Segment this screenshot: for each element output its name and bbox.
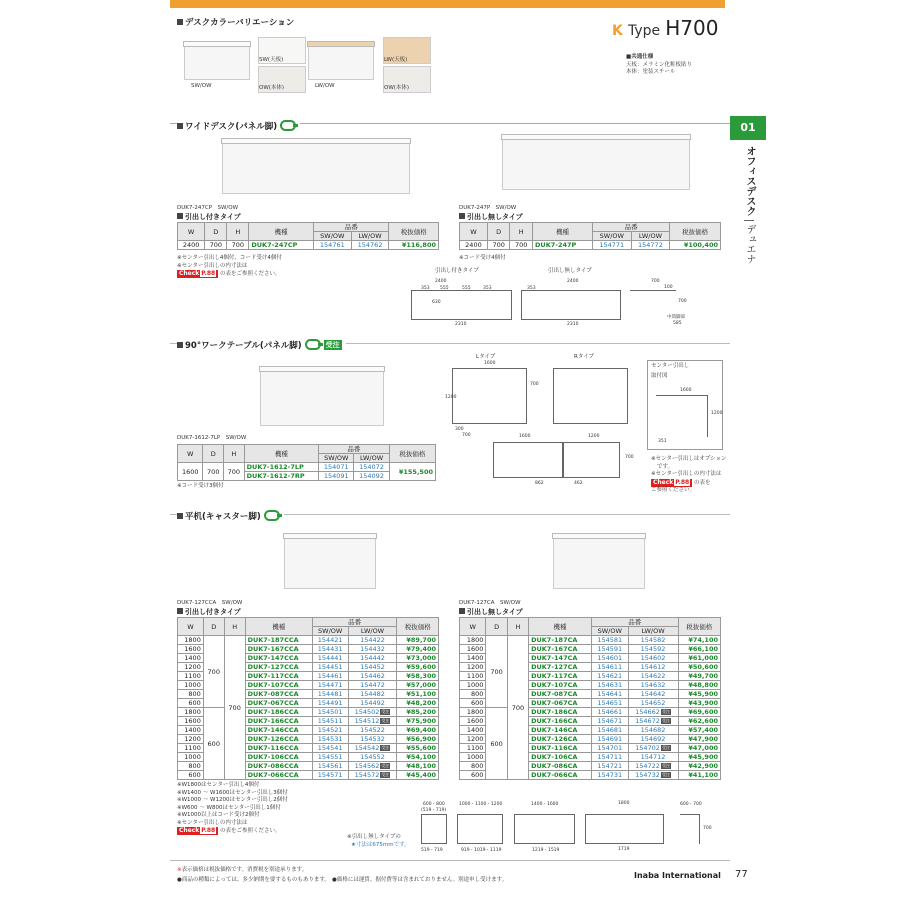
table-row: 1600 DUK7-167CA 154591 154592 ¥66,100 <box>460 645 721 654</box>
sidebar-series: デュエナ <box>744 224 755 264</box>
flat-desk-image-drawer <box>284 537 376 589</box>
wide-right-caption: DUK7-247P SW/OW <box>459 205 517 211</box>
l-front-view <box>493 442 563 478</box>
dim-label: 700 <box>462 433 471 438</box>
table-row: 800 DUK7-086CA 154721 154722 受注 ¥42,900 <box>460 762 721 771</box>
table-row: 2400 700 700 DUK7-247CP 154761 154762 ¥116,800 <box>178 241 439 250</box>
dim-label: 600・700 <box>680 802 702 807</box>
table-row: 600 DUK7-067CA 154651 154652 ¥43,900 <box>460 699 721 708</box>
r-front-view <box>563 442 620 478</box>
table-row: 1600 700 700 DUK7-1612-7LP 154071 154072 ¥155,500 <box>178 463 436 472</box>
type-heading: K Type H700 <box>612 16 719 40</box>
dim-label: 462 <box>574 481 583 486</box>
table-row: 1400 DUK7-147CCA 154441 154442 ¥73,000 <box>178 654 439 663</box>
wide-left-caption: DUK7-247CP SW/OW <box>177 205 239 211</box>
table-row: 2400 700 700 DUK7-247P 154771 154772 ¥100,400 <box>460 241 721 250</box>
dim-label: 555 <box>440 286 449 291</box>
dim-label: 700 <box>703 826 712 831</box>
table-row: 600 DUK7-066CCA 154571 154572 受注 ¥45,400 <box>178 771 439 780</box>
green-mark-icon <box>280 120 296 131</box>
flat-front-600 <box>421 814 447 844</box>
dim-label: 中間脚部 <box>667 315 685 320</box>
table-row: 1100 DUK7-116CCA 154541 154542 受注 ¥55,600 <box>178 744 439 753</box>
flat-left-table: W D H 機種 品番 税抜価格 SW/OW LW/OW 1800 700 700 DUK7-187CCA 154421 154422 ¥89,700 1600 DUK7-167CCA 154431 154432 ¥79,400 1400 DUK7-147CCA 154441 154442 ¥73,000 1200 DUK7-127CCA 154451 154452 ¥59,600 1100 DUK7-117CCA 154461 154462 ¥58,300 1000 DUK7-107CCA 154471 154472 ¥57,000 800 DUK7-087CCA 154481 154482 ¥51,100 600 DUK7-067CCA 154491 154492 ¥48,200 1800 600 DUK7-186CCA 154501 154502 受注 ¥85,200 1600 DUK7-166CCA 154511 154512 受注 ¥75,900 1400 DUK7-146CCA 154521 154522 ¥69,400 1200 DUK7-126CCA 154531 154532 ¥56,900 1100 DUK7-116CCA 154541 154542 受注 ¥55,600 1000 DUK7-106CCA 154551 154552 ¥54,100 800 DUK7-086CCA 154561 154562 受注 ¥48,100 600 DUK7-066CCA 154571 154572 受注 ¥45,400 <box>177 617 439 780</box>
desk-image-sw <box>184 46 250 80</box>
flat-desk-title: 平机(キャスター脚) <box>177 510 284 522</box>
dim-label: 600・800 <box>423 802 445 807</box>
flat-front-1400 <box>514 814 575 844</box>
table-row: 1000 DUK7-106CCA 154551 154552 ¥54,100 <box>178 753 439 762</box>
order-badge: 受注 <box>661 745 670 750</box>
dim-label: 1200 <box>588 434 600 439</box>
diagram-outline <box>656 395 708 437</box>
swatch-label-ow-body-2: OW(本体) <box>384 85 410 91</box>
dim-label: 700 <box>625 455 634 460</box>
dim-label: 353 <box>421 286 430 291</box>
drawing-label-plain: 引出し無しタイプ <box>548 268 592 274</box>
wide-right-table: W D H 機種 品番 税抜価格 SW/OW LW/OW 2400 700 700 DUK7-247P 154771 154772 ¥100,400 <box>459 222 721 250</box>
wide-desk-title: ワイドデスク(パネル脚) <box>177 120 300 132</box>
order-badge: 受注 <box>661 709 670 714</box>
drawing-label-r: Rタイプ <box>574 354 595 360</box>
swatch-label-ow-body: OW(本体) <box>259 85 285 91</box>
dim-label: 353 <box>483 286 492 291</box>
dim-label: 1200 <box>445 395 457 400</box>
table-row: 1600 DUK7-166CCA 154511 154512 受注 ¥75,900 <box>178 717 439 726</box>
green-mark-icon <box>264 510 280 521</box>
table-row: DUK7-1612-7RP 154091 154092 <box>178 472 436 481</box>
footer-note-2: ●商品の種類によっては、多少納期を要するものもあります。 <box>177 877 330 883</box>
table-row: 600 DUK7-067CCA 154491 154492 ¥48,200 <box>178 699 439 708</box>
table-row: 1800 700 700 DUK7-187CCA 154421 154422 ¥89,700 <box>178 636 439 645</box>
sidebar-divider <box>744 220 754 221</box>
wide-desk-image-plain <box>502 138 690 190</box>
dim-label: 2310 <box>455 322 467 327</box>
table-row: 1100 DUK7-116CA 154701 154702 受注 ¥47,000 <box>460 744 721 753</box>
l-type-plan <box>452 368 527 424</box>
work-table: W D H 機種 品番 税抜価格 SW/OW LW/OW 1600 700 700 DUK7-1612-7LP 154071 154072 ¥155,500 DUK7-1612-7RP 154091 154092 <box>177 444 436 481</box>
work-caption: DUK7-1612-7LP SW/OW <box>177 435 247 441</box>
table-row: 1800 600 DUK7-186CA 154661 154662 受注 ¥69,600 <box>460 708 721 717</box>
order-badge: 受注 <box>661 772 670 777</box>
dim-label: 630 <box>432 300 441 305</box>
desk-label-sw: SW/OW <box>191 83 212 89</box>
table-row: 1800 600 DUK7-186CCA 154501 154502 受注 ¥85,200 <box>178 708 439 717</box>
table-row: 1400 DUK7-146CA 154681 154682 ¥57,400 <box>460 726 721 735</box>
color-variation-title: デスクカラーバリエーション <box>177 16 294 28</box>
dim-label: 1200 <box>711 411 723 416</box>
order-badge: 受注 <box>661 718 670 723</box>
flat-right-sub: 引出し無しタイプ <box>459 607 523 617</box>
flat-side-view <box>680 814 700 844</box>
swatch-label-lw-top: LW(天板) <box>384 57 408 63</box>
flat-notes: ※W1800はセンター引出し4個付 ※W1400 〜 W1600はセンター引出し3個付 ※W1000 〜 W1200はセンター引出し2個付 ※W600 〜 W800はセンター引出し1個付 ※W1000以上はコード受け2個付 ※センター引出しの内寸法は Check P.88 の表をご参照ください。 <box>177 782 288 834</box>
work-table-image <box>260 370 384 426</box>
table-row: 1100 DUK7-117CA 154621 154622 ¥49,700 <box>460 672 721 681</box>
footer-divider <box>170 860 730 861</box>
front-view-plain <box>521 290 621 320</box>
sidebar-number: 01 <box>730 116 766 140</box>
order-badge: 受注 <box>381 745 390 750</box>
dim-label: 700 <box>651 279 660 284</box>
dim-label: 100 <box>664 285 673 290</box>
footer-brand: Inaba International <box>634 871 721 880</box>
wide-left-sub: 引出し付きタイプ <box>177 212 241 222</box>
table-row: 1400 DUK7-146CCA 154521 154522 ¥69,400 <box>178 726 439 735</box>
green-mark-icon <box>305 339 321 350</box>
work-note: ※コード受け3個付 <box>177 483 224 489</box>
footer-note-1: ※表示価格は税抜価格です。消費税を別途承ります。 <box>177 867 308 873</box>
check-badge[interactable]: Check P.88 <box>177 270 218 278</box>
r-type-plan <box>553 368 628 424</box>
dim-label: 585 <box>673 321 682 326</box>
page-number: 77 <box>735 869 748 880</box>
dim-label: 919・1019・1119 <box>461 848 502 853</box>
dim-label: 300 <box>455 427 464 432</box>
order-badge: 受注 <box>381 718 390 723</box>
dim-label: (519・719) <box>421 808 447 813</box>
drawing-label-l: Lタイプ <box>476 354 496 360</box>
order-badge: 受注 <box>661 763 670 768</box>
dim-note: ※引出し無しタイプの ★寸法は675mmです。 <box>347 834 410 848</box>
desk-image-lw <box>308 46 374 80</box>
dim-label: 862 <box>535 481 544 486</box>
wide-right-sub: 引出し無しタイプ <box>459 212 523 222</box>
wide-left-table: W D H 機種 品番 税抜価格 SW/OW LW/OW 2400 700 700 DUK7-247CP 154761 154762 ¥116,800 <box>177 222 439 250</box>
table-row: 1200 DUK7-127CA 154611 154612 ¥50,600 <box>460 663 721 672</box>
dim-label: 353 <box>527 286 536 291</box>
dim-label: 2310 <box>567 322 579 327</box>
flat-left-sub: 引出し付きタイプ <box>177 607 241 617</box>
dim-label: 1219・1519 <box>532 848 560 853</box>
dim-label: 1719 <box>618 847 630 852</box>
table-row: 800 DUK7-087CCA 154481 154482 ¥51,100 <box>178 690 439 699</box>
dim-label: 351 <box>658 439 667 444</box>
dim-label: 555 <box>462 286 471 291</box>
table-row: 1200 DUK7-126CCA 154531 154532 ¥56,900 <box>178 735 439 744</box>
table-row: 1200 DUK7-126CA 154691 154692 ¥47,900 <box>460 735 721 744</box>
drawing-label-drawer: 引出し付きタイプ <box>435 268 479 274</box>
table-row: 800 DUK7-087CA 154641 154642 ¥45,900 <box>460 690 721 699</box>
footer-note-3: ●価格には運賃、据付費等は含まれておりません。別途申し受けます。 <box>332 877 508 883</box>
flat-left-caption: DUK7-127CCA SW/OW <box>177 600 243 606</box>
dim-label: 1600 <box>680 388 692 393</box>
swatch-label-sw-top: SW(天板) <box>259 57 284 63</box>
order-badge: 受注 <box>381 763 390 768</box>
dim-label: 1000・1100・1200 <box>459 802 503 807</box>
table-row: 800 DUK7-086CCA 154561 154562 受注 ¥48,100 <box>178 762 439 771</box>
wide-left-notes: ※センター引出し4個付、コード受け4個付 ※センター引出しの内寸法は Check P.88 の表をご参照ください。 <box>177 255 282 277</box>
common-spec: ■共通仕様 天板：メラミン化粧板貼り 本体：塗装スチール <box>626 54 693 75</box>
dim-label: 519・719 <box>421 848 443 853</box>
flat-desk-image-plain <box>553 537 645 589</box>
center-drawer-diagram: センター引出し 取付図 1600 1200 351 <box>647 360 723 450</box>
table-row: 1100 DUK7-117CCA 154461 154462 ¥58,300 <box>178 672 439 681</box>
dim-label: 700 <box>678 299 687 304</box>
dim-label: 1600 <box>519 434 531 439</box>
dim-label: 700 <box>530 382 539 387</box>
dim-label: 1800 <box>618 801 630 806</box>
sidebar-category: オフィスデスク <box>744 146 755 216</box>
dim-width: 2400 <box>435 279 447 284</box>
top-accent-bar <box>170 0 725 8</box>
table-row: 1000 DUK7-107CCA 154471 154472 ¥57,000 <box>178 681 439 690</box>
table-row: 1600 DUK7-166CA 154671 154672 受注 ¥62,600 <box>460 717 721 726</box>
table-row: 1200 DUK7-127CCA 154451 154452 ¥59,600 <box>178 663 439 672</box>
table-row: 600 DUK7-066CA 154731 154732 受注 ¥41,100 <box>460 771 721 780</box>
center-drawer-notes: ※センター引出しはオプション です。 ※センター引出しの内寸法は Check P.88 の表を ご参照ください。 <box>651 456 727 493</box>
order-badge: 受注 <box>381 709 390 714</box>
dim-label: 1600 <box>484 361 496 366</box>
table-row: 1000 DUK7-107CA 154631 154632 ¥48,800 <box>460 681 721 690</box>
flat-front-1000 <box>457 814 503 844</box>
desk-label-lw: LW/OW <box>315 83 335 89</box>
flat-right-caption: DUK7-127CA SW/OW <box>459 600 521 606</box>
table-row: 1600 DUK7-167CCA 154431 154432 ¥79,400 <box>178 645 439 654</box>
dim-label: 2400 <box>567 279 579 284</box>
table-row: 1800 700 700 DUK7-187CA 154581 154582 ¥74,100 <box>460 636 721 645</box>
table-row: 1000 DUK7-106CA 154711 154712 ¥45,900 <box>460 753 721 762</box>
dim-label: 1400・1600 <box>531 802 559 807</box>
wide-right-note: ※コード受け4個付 <box>459 255 506 261</box>
table-row: 1400 DUK7-147CA 154601 154602 ¥61,000 <box>460 654 721 663</box>
wide-desk-image-drawer <box>222 142 410 194</box>
work-table-title: 90°ワークテーブル(パネル脚) 受注 <box>177 339 346 351</box>
flat-front-1800 <box>585 814 664 844</box>
check-badge[interactable]: Check P.88 <box>177 827 218 835</box>
order-badge: 受注 <box>381 772 390 777</box>
flat-right-table: W D H 機種 品番 税抜価格 SW/OW LW/OW 1800 700 700 DUK7-187CA 154581 154582 ¥74,100 1600 DUK7-167CA 154591 154592 ¥66,100 1400 DUK7-147CA 154601 154602 ¥61,000 1200 DUK7-127CA 154611 154612 ¥50,600 1100 DUK7-117CA 154621 154622 ¥49,700 1000 DUK7-107CA 154631 154632 ¥48,800 800 DUK7-087CA 154641 154642 ¥45,900 600 DUK7-067CA 154651 154652 ¥43,900 1800 600 DUK7-186CA 154661 154662 受注 ¥69,600 1600 DUK7-166CA 154671 154672 受注 ¥62,600 1400 DUK7-146CA 154681 154682 ¥57,400 1200 DUK7-126CA 154691 154692 ¥47,900 1100 DUK7-116CA 154701 154702 受注 ¥47,000 1000 DUK7-106CA 154711 154712 ¥45,900 800 DUK7-086CA 154721 154722 受注 ¥42,900 600 DUK7-066CA 154731 154732 受注 ¥41,100 <box>459 617 721 780</box>
check-badge[interactable]: Check P.88 <box>651 479 692 487</box>
front-view-drawer <box>411 290 512 320</box>
